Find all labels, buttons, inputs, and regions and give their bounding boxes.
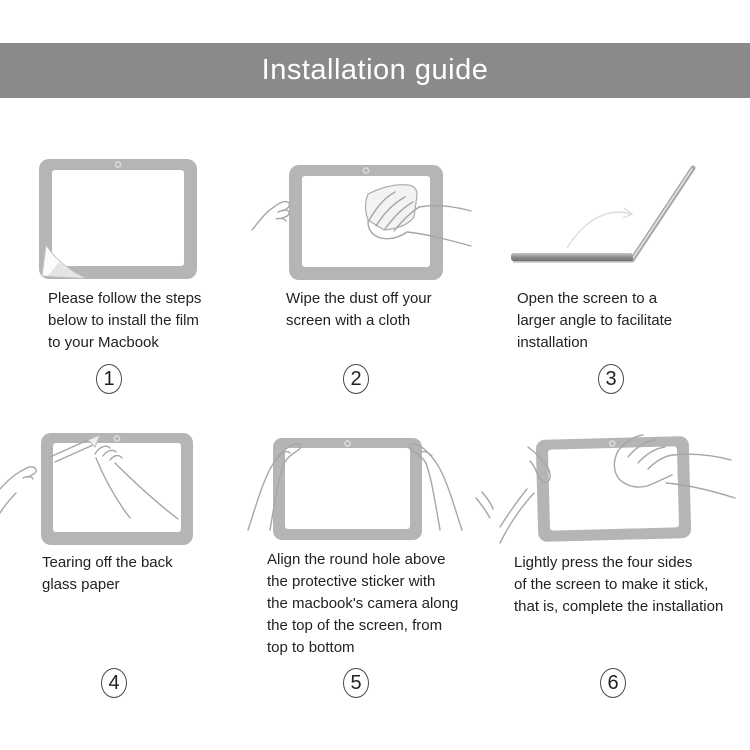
step-number-badge: 6 xyxy=(600,668,626,698)
step-caption-line: Align the round hole above xyxy=(267,551,446,568)
step-caption-line: that is, complete the installation xyxy=(514,598,724,615)
step-caption-line: to your Macbook xyxy=(48,334,159,351)
step-caption-line: the macbook's camera along xyxy=(267,595,459,612)
step-number-badge: 5 xyxy=(343,668,369,698)
step-caption-line: larger angle to facilitate xyxy=(517,312,673,329)
step-caption-line: installation xyxy=(517,334,588,351)
tear-off-back-paper-illustration xyxy=(0,425,230,565)
step-number-badge: 3 xyxy=(598,364,624,394)
wipe-screen-with-cloth-illustration xyxy=(256,150,471,290)
press-four-sides-illustration xyxy=(500,423,740,565)
step-caption-line: top to bottom xyxy=(267,639,355,656)
page-title: Installation guide xyxy=(261,54,489,86)
step-caption-line: the protective sticker with xyxy=(267,573,436,590)
step-caption-line: the top of the screen, from xyxy=(267,617,443,634)
step-caption xyxy=(514,552,723,618)
open-laptop-wide-angle-illustration xyxy=(503,152,703,272)
film-peeled-corner-illustration xyxy=(38,158,198,283)
step-caption-line: Lightly press the four sides xyxy=(514,554,693,571)
step-4-panel xyxy=(0,425,230,565)
step-caption xyxy=(286,288,432,332)
step-2-panel xyxy=(256,150,471,290)
step-caption-line: of the screen to make it stick, xyxy=(514,576,709,593)
step-3-panel xyxy=(503,152,703,272)
step-caption xyxy=(517,288,672,354)
step-caption-line: Please follow the steps xyxy=(48,290,202,307)
header-banner xyxy=(0,43,750,98)
step-6-panel xyxy=(500,423,740,565)
step-1-panel xyxy=(38,158,198,283)
step-caption-line: below to install the film xyxy=(48,312,199,329)
step-caption xyxy=(267,549,458,659)
step-caption xyxy=(42,552,173,596)
step-5-panel xyxy=(248,426,493,561)
step-caption-line: Wipe the dust off your xyxy=(286,290,432,307)
step-caption-line: Open the screen to a xyxy=(517,290,658,307)
step-caption xyxy=(48,288,201,354)
step-caption-line: screen with a cloth xyxy=(286,312,411,329)
step-caption-line: Tearing off the back xyxy=(42,554,173,571)
step-number-badge: 1 xyxy=(96,364,122,394)
step-number-badge: 4 xyxy=(101,668,127,698)
step-caption-line: glass paper xyxy=(42,576,120,593)
align-film-with-camera-illustration xyxy=(248,426,493,561)
step-number-badge: 2 xyxy=(343,364,369,394)
